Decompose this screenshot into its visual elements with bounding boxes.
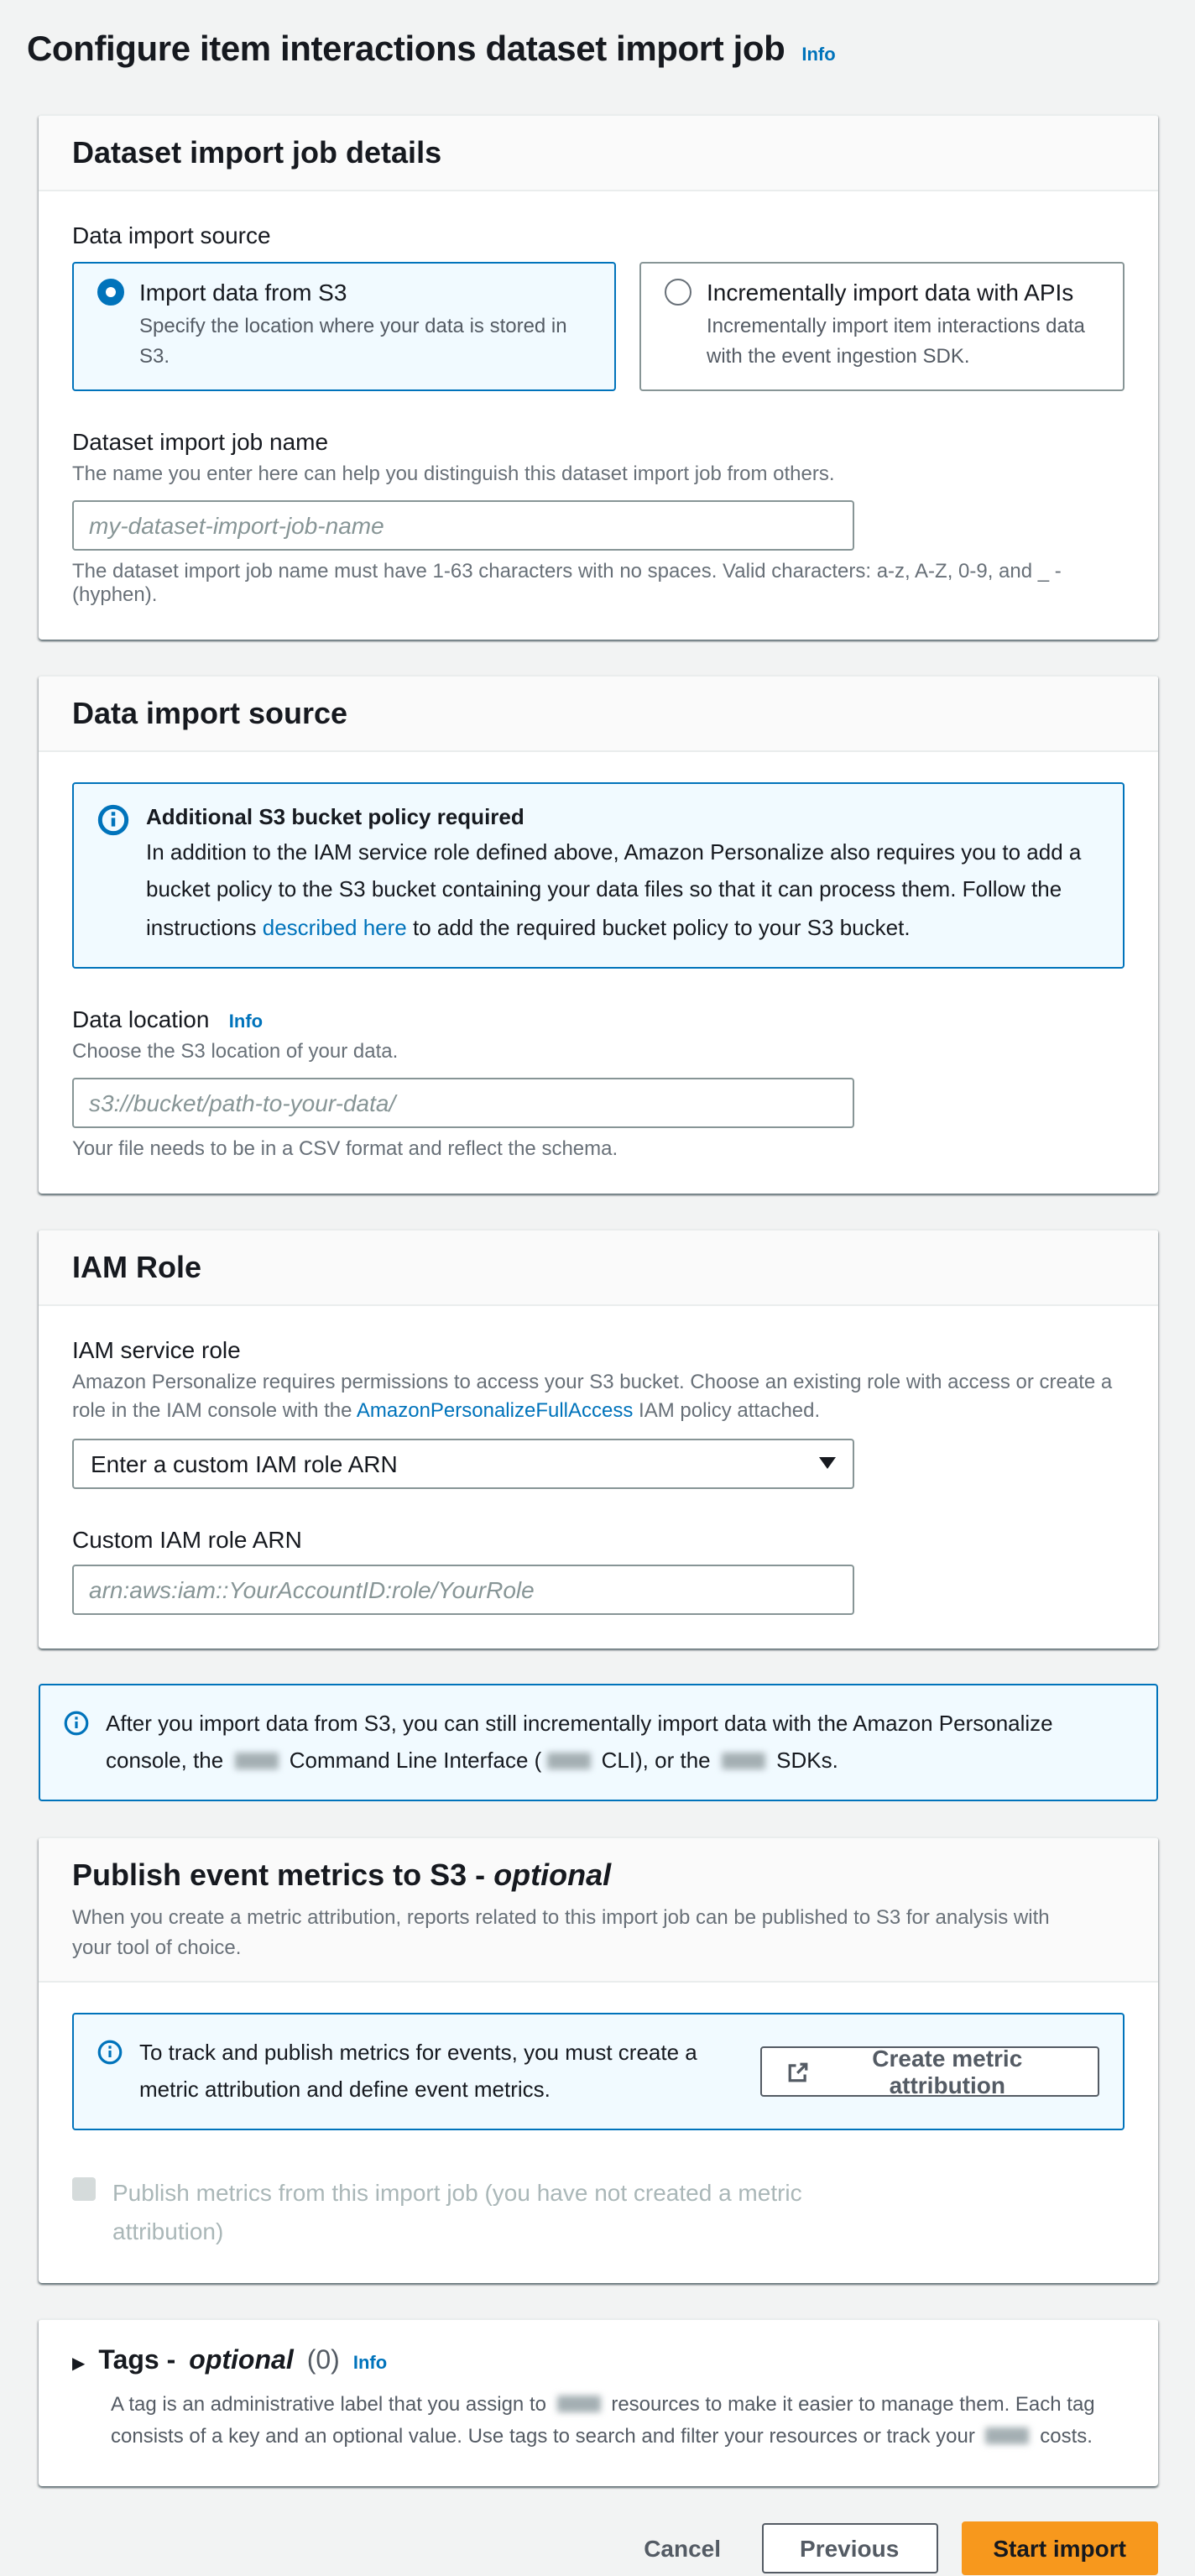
tags-description	[111, 2389, 1125, 2453]
data-location-input[interactable]	[72, 1078, 854, 1128]
amazon-personalize-full-access-link[interactable]: AmazonPersonalizeFullAccess	[356, 1398, 634, 1423]
alert-body	[146, 835, 1099, 947]
banner-text-part: Command Line Interface (	[289, 1747, 542, 1773]
radio-tile-description: Specify the location where your data is stored in S3.	[139, 314, 567, 368]
dataset-import-job-name-constraint: The dataset import job name must have 1-63 characters with no spaces. Valid characters: a-z, A-Z, 0-9, and _ - (hyphen).	[72, 559, 1062, 607]
data-location-description: Choose the S3 location of your data.	[72, 1038, 399, 1063]
tags-expander[interactable]	[72, 2347, 1125, 2377]
data-location-label	[72, 1005, 1125, 1032]
incremental-import-info-banner	[39, 1684, 1158, 1801]
footer-actions	[39, 2522, 1158, 2576]
alert-text-part: to add the required bucket policy to your S3 bucket.	[406, 914, 911, 940]
external-link-icon	[787, 2061, 809, 2082]
expand-triangle-icon[interactable]: ▶	[72, 2355, 86, 2374]
info-circle-icon	[97, 2040, 123, 2065]
redacted-text	[986, 2427, 1030, 2444]
iam-service-role-description	[72, 1368, 1125, 1427]
card-title	[72, 1857, 1125, 1894]
card-title-text: Publish event metrics to S3 -	[72, 1858, 486, 1893]
card-title: Dataset import job details	[72, 136, 442, 170]
card-title-optional: optional	[493, 1858, 612, 1893]
card-header	[39, 1838, 1158, 1983]
iam-service-role-select[interactable]	[72, 1439, 854, 1489]
banner-text-part: CLI), or the	[601, 1747, 711, 1773]
banner-text-part: SDKs.	[776, 1747, 838, 1773]
card-header	[39, 677, 1158, 753]
card-header	[39, 1231, 1158, 1306]
tags-title-optional: optional	[189, 2347, 294, 2375]
cancel-button[interactable]: Cancel	[627, 2526, 738, 2573]
previous-button[interactable]: Previous	[761, 2524, 937, 2574]
s3-bucket-policy-info-alert	[72, 783, 1125, 969]
publish-metrics-checkbox-label: Publish metrics from this import job (you have not created a metric attribution)	[112, 2179, 802, 2244]
radio-selected-icon[interactable]	[97, 279, 124, 306]
dataset-import-job-name-label: Dataset import job name	[72, 428, 329, 455]
data-location-label-text: Data location	[72, 1005, 210, 1032]
dataset-import-job-details-card	[39, 114, 1158, 640]
alert-text-part: In addition to the IAM service role defined above, Amazon Personalize also requires you to add a bucket policy to the S3 bucket containing your data files so that it can process them. Follow the instructions	[146, 839, 1082, 940]
tags-description-part: costs.	[1040, 2424, 1093, 2448]
tags-count: (0)	[306, 2347, 340, 2375]
create-metric-attribution-button[interactable]	[760, 2046, 1099, 2097]
redacted-text	[546, 1753, 590, 1769]
redacted-text	[557, 2396, 601, 2412]
tags-card	[39, 2318, 1158, 2487]
data-location-info-link[interactable]: Info	[228, 1011, 264, 1032]
redacted-text	[234, 1753, 278, 1769]
alert-text: To track and publish metrics for events, you must create a metric attribution and define event metrics.	[139, 2040, 697, 2103]
checkbox-disabled-icon	[72, 2177, 96, 2201]
dataset-import-job-name-input[interactable]	[72, 501, 854, 551]
card-description: When you create a metric attribution, reports related to this import job can be published to S3 for analysis with your tool of choice.	[72, 1905, 1050, 1960]
select-value: Enter a custom IAM role ARN	[91, 1450, 398, 1477]
description-text-part: Amazon Personalize requires permissions to access your S3 bucket. Choose an existing role with access or create a role in the IAM console with the	[72, 1370, 1113, 1423]
card-title: Data import source	[72, 697, 348, 731]
metric-attribution-info-alert	[72, 2013, 1125, 2130]
page-title-info-link[interactable]: Info	[801, 45, 836, 65]
chevron-down-icon	[819, 1458, 836, 1470]
data-location-constraint: Your file needs to be in a CSV format and reflect the schema.	[72, 1136, 618, 1161]
data-import-source-label: Data import source	[72, 222, 271, 248]
iam-role-card	[39, 1229, 1158, 1649]
page-title-row	[27, 30, 1168, 71]
publish-metrics-checkbox-row	[72, 2174, 1125, 2249]
card-title: IAM Role	[72, 1251, 202, 1285]
banner-text-part: After you import data from S3, you can still incrementally import data with the Amazon Personalize console, the	[106, 1710, 1053, 1773]
tags-description-part: resources to make it easier to manage them. Each tag consists of a key and an optional value. Use tags to search and filter your resources or track your	[111, 2392, 1095, 2448]
radio-tile-incremental-apis[interactable]	[639, 262, 1125, 391]
publish-event-metrics-card	[39, 1837, 1158, 2283]
custom-iam-role-arn-input[interactable]	[72, 1565, 854, 1615]
button-label: Create metric attribution	[872, 2045, 1023, 2099]
data-import-source-radio-group	[72, 262, 1125, 391]
tags-title: Tags -	[98, 2347, 176, 2375]
dataset-import-job-name-description: The name you enter here can help you distinguish this dataset import job from others.	[72, 462, 835, 485]
page-title: Configure item interactions dataset import job	[27, 30, 785, 69]
tags-description-part: A tag is an administrative label that you assign to	[111, 2392, 546, 2416]
alert-title: Additional S3 bucket policy required	[146, 804, 524, 830]
description-text-part: IAM policy attached.	[633, 1398, 821, 1423]
banner-text	[106, 1706, 1133, 1779]
radio-tile-label: Import data from S3	[139, 279, 347, 306]
card-header	[39, 116, 1158, 191]
redacted-text	[722, 1753, 765, 1769]
info-circle-icon	[97, 805, 129, 947]
data-import-source-card	[39, 676, 1158, 1194]
start-import-button[interactable]: Start import	[961, 2522, 1158, 2576]
radio-unselected-icon[interactable]	[665, 279, 691, 306]
info-circle-icon	[64, 1711, 89, 1779]
custom-iam-role-arn-label: Custom IAM role ARN	[72, 1525, 302, 1553]
radio-tile-label: Incrementally import data with APIs	[707, 279, 1074, 306]
radio-tile-import-from-s3[interactable]	[72, 262, 616, 391]
tags-info-link[interactable]: Info	[352, 2354, 388, 2374]
iam-service-role-label: IAM service role	[72, 1336, 241, 1364]
radio-tile-description: Incrementally import item interactions data with the event ingestion SDK.	[707, 314, 1085, 368]
described-here-link[interactable]: described here	[262, 914, 407, 940]
